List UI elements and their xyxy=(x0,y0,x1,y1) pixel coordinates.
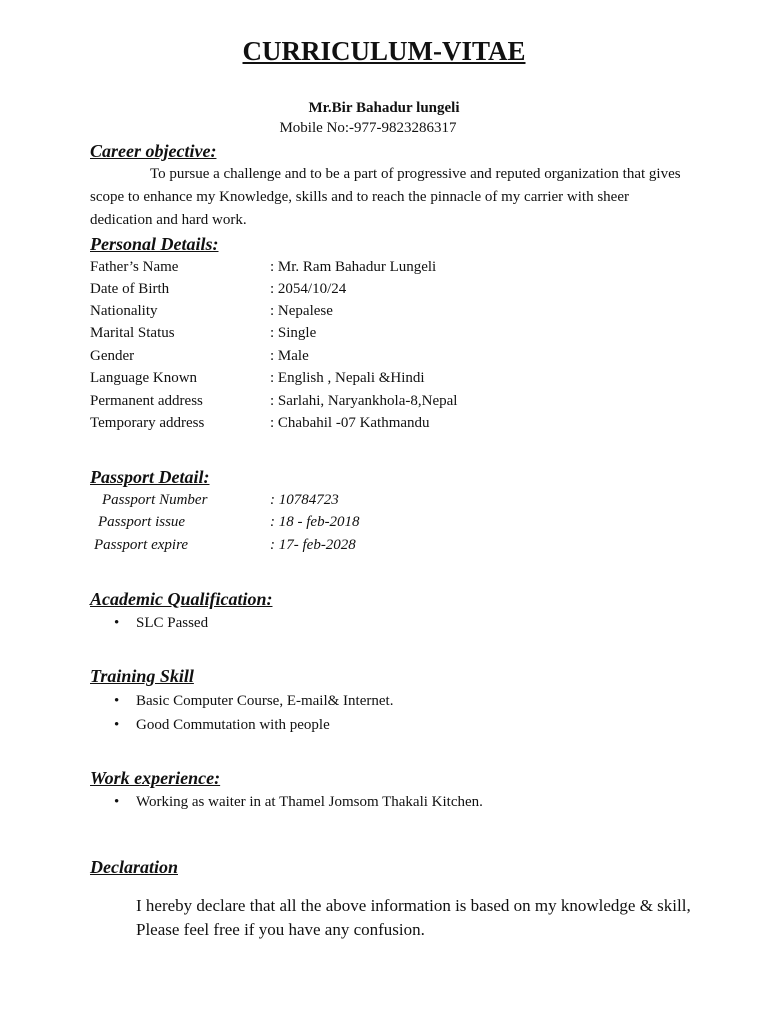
personal-value-nationality: : Nepalese xyxy=(270,303,333,319)
training-skill-heading: Training Skill xyxy=(90,666,194,686)
declaration-text: I hereby declare that all the above information is based on my knowledge & skill, Please feel free if you have any confusion. xyxy=(136,896,691,939)
personal-value-temporary: : Chabahil -07 Kathmandu xyxy=(270,415,430,431)
bullet-icon: • xyxy=(114,794,120,810)
personal-label-gender: Gender xyxy=(90,348,135,364)
bullet-icon: • xyxy=(114,693,120,709)
personal-label-dob: Date of Birth xyxy=(90,281,170,297)
personal-label-permanent: Permanent address xyxy=(90,393,203,409)
academic-qualification-heading: Academic Qualification: xyxy=(90,589,273,609)
passport-value-expire: : 17- feb-2028 xyxy=(270,537,356,553)
personal-label-language: Language Known xyxy=(90,370,198,386)
passport-label-number: Passport Number xyxy=(102,492,208,508)
academic-item: SLC Passed xyxy=(136,615,209,631)
bullet-icon: • xyxy=(114,717,120,733)
passport-label-issue: Passport issue xyxy=(98,514,186,530)
work-item: Working as waiter in at Thamel Jomsom Thakali Kitchen. xyxy=(136,794,483,810)
personal-value-marital: : Single xyxy=(270,325,317,341)
mobile-number: Mobile No:-977-9823286317 xyxy=(279,120,457,136)
personal-label-nationality: Nationality xyxy=(90,303,158,319)
work-experience-heading: Work experience: xyxy=(90,768,221,788)
passport-label-expire: Passport expire xyxy=(94,537,189,553)
training-item: Basic Computer Course, E-mail& Internet. xyxy=(136,693,394,709)
personal-label-father: Father’s Name xyxy=(90,259,179,275)
personal-value-gender: : Male xyxy=(270,348,309,364)
passport-value-number: : 10784723 xyxy=(270,492,339,508)
document-title: CURRICULUM-VITAE xyxy=(242,36,526,66)
personal-label-temporary: Temporary address xyxy=(90,415,205,431)
bullet-icon: • xyxy=(114,615,120,631)
personal-value-father: : Mr. Ram Bahadur Lungeli xyxy=(270,259,437,275)
personal-value-permanent: : Sarlahi, Naryankhola-8,Nepal xyxy=(270,393,458,409)
career-objective-text: To pursue a challenge and to be a part of progressive and reputed organization that gives scope to enhance my Knowledge, skills and to reach the pinnacle of my carrier with sheer dedication and hard work. xyxy=(90,166,681,228)
personal-value-language: : English , Nepali &Hindi xyxy=(270,370,425,386)
personal-details-heading: Personal Details: xyxy=(90,234,219,254)
training-item: Good Commutation with people xyxy=(136,717,330,733)
passport-value-issue: : 18 - feb-2018 xyxy=(270,514,360,530)
personal-value-dob: : 2054/10/24 xyxy=(270,281,347,297)
career-objective-heading: Career objective: xyxy=(90,141,217,161)
personal-label-marital: Marital Status xyxy=(90,325,175,341)
declaration-heading: Declaration xyxy=(90,857,178,877)
applicant-name: Mr.Bir Bahadur lungeli xyxy=(308,100,460,116)
passport-detail-heading: Passport Detail: xyxy=(90,467,210,487)
